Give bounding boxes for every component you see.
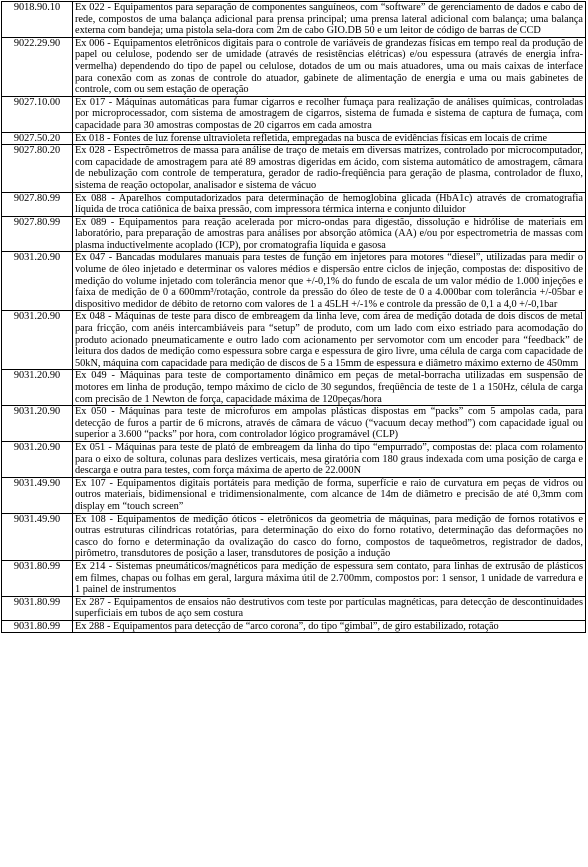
ncm-code-cell: 9031.80.99	[2, 620, 73, 633]
table-row	[2, 370, 586, 406]
table-row	[2, 513, 586, 560]
ncm-code-cell: 9027.80.20	[2, 145, 73, 192]
ex-description-cell: Ex 018 - Fontes de luz forense ultravioleta refletida, empregadas na busca de evidências físicas em locais de crime	[73, 132, 586, 145]
ex-description-cell: Ex 047 - Bancadas modulares manuais para testes de função em injetores para motores “diesel”, utilizadas para medir o volume de óleo injetado e determinar os valores médios e dispersão entre ciclos de injeção, compostas de: dispositivo de medição do volume injetado com tolerância menor que +/-0,1% do fundo de escala de um valor médio de 1.000 injeções e faixa de medição de 0 a 600mm³/rotação, controle da pressão do óleo de teste de 0 a 4.000bar com tolerância +/-05bar e dispositivo medidor de débito de retorno com valores de 1 a 45LH +/-1% e controle da pressão de 0,1 a 4,0 +/-0,1bar	[73, 252, 586, 311]
ex-description-cell: Ex 006 - Equipamentos eletrônicos digitais para o controle de variáveis de grandezas físicas em tempo real da produção de papel ou celulose, podendo ser de umidade (através de resistências elétricas) e/ou espessura (através de energia infra-vermelha) dependendo do tipo de papel ou celulose, dotados de um ou mais atuadores, uma ou mais caixas de interface para conexão com as zonas de controle do atuador, gabinete de alimentação de energia e uma ou mais gabinetes de controle, com ou sem estação de operação	[73, 37, 586, 96]
table-body	[2, 2, 586, 633]
ex-description-cell: Ex 088 - Aparelhos computadorizados para determinação de hemoglobina glicada (HbA1c) através de cromatografia líquida de troca catiônica de baixa pressão, com impressora térmica interna e conjunto diluidor	[73, 192, 586, 216]
ex-description-cell: Ex 017 - Máquinas automáticas para fumar cigarros e recolher fumaça para realização de análises químicas, controladas por microprocessador, com sistema de amostragem de cigarros, sistema de fumada e sistema de captura de fumaça, com capacidade para 30 amostras compostas de 20 cigarros em cada amostra	[73, 96, 586, 132]
ncm-code-cell: 9027.80.99	[2, 216, 73, 252]
table-row	[2, 620, 586, 633]
ncm-code-cell: 9031.20.90	[2, 406, 73, 442]
table-row	[2, 132, 586, 145]
ncm-code-cell: 9031.80.99	[2, 596, 73, 620]
table-row	[2, 252, 586, 311]
ncm-code-cell: 9027.80.99	[2, 192, 73, 216]
table-row	[2, 145, 586, 192]
ex-description-cell: Ex 107 - Equipamentos digitais portáteis para medição de forma, superfície e raio de curvatura em peças de vidros ou outros materiais, bidimensional e tridimensionalmente, com alcance de 14m de diâmetro e precisão de até 0,3mm com display em “touch screen”	[73, 477, 586, 513]
table-row	[2, 216, 586, 252]
ncm-table	[1, 1, 586, 633]
table-row	[2, 192, 586, 216]
table-row	[2, 560, 586, 596]
ncm-code-cell: 9031.20.90	[2, 252, 73, 311]
ex-description-cell: Ex 049 - Máquinas para teste de comportamento dinâmico em peças de metal-borracha utilizadas em suspensão de motores em linha de produção, tempo máximo de ciclo de 30 segundos, freqüência de teste de 1 a 150Hz, célula de carga com precisão de 1 Newton de força, capacidade máxima de 120peças/hora	[73, 370, 586, 406]
ncm-code-cell: 9031.20.90	[2, 311, 73, 370]
ex-description-cell: Ex 214 - Sistemas pneumáticos/magnéticos para medição de espessura sem contato, para linhas de extrusão de plásticos em filmes, chapas ou folhas em geral, largura máxima útil de 2.700mm, compostos por: 1 sensor, 1 unidade de varredura e 1 painel de instrumentos	[73, 560, 586, 596]
ncm-code-cell: 9031.49.90	[2, 513, 73, 560]
ex-description-cell: Ex 051 - Máquinas para teste de plató de embreagem da linha do tipo “empurrado”, compostas de: placa com rolamento para o eixo de soltura, colunas para deslizes verticais, mesa giratória com 180 graus indexada com uma posição de carga e descarga e outra para testes, com força máxima de aperto de 22.000N	[73, 441, 586, 477]
ex-description-cell: Ex 022 - Equipamentos para separação de componentes sanguíneos, com “software” de gerenciamento de dados e cabo de rede, compostos de uma balança adicional para prensa principal; uma prensa lateral adicional com balança; uma balança externa com bandeja; uma pistola sela-dora com 2m de cabo GIO.DB 50 e um leitor de código de barras de CCD	[73, 2, 586, 38]
table-row	[2, 311, 586, 370]
ncm-code-cell: 9031.49.90	[2, 477, 73, 513]
ex-description-cell: Ex 050 - Máquinas para teste de microfuros em ampolas plásticas dispostas em “packs” com 5 ampolas cada, para detecção de furos a partir de 6 mícrons, através de câmara de vácuo (“vacuum decay method”) com capacidade igual ou superior a 3.600 “packs” por hora, com controlador lógico programável (CLP)	[73, 406, 586, 442]
ncm-code-cell: 9031.20.90	[2, 441, 73, 477]
ncm-code-cell: 9022.29.90	[2, 37, 73, 96]
ex-description-cell: Ex 089 - Equipamentos para reação acelerada por micro-ondas para digestão, dissolução e hidrólise de materiais em laboratório, para preparação de amostras para análises por absorção atômica (AA) e/ou por espectrometria de massas com plasma inductivelmente acoplado (ICP), por cromatografia líquida e gasosa	[73, 216, 586, 252]
table-row	[2, 406, 586, 442]
ncm-code-cell: 9027.50.20	[2, 132, 73, 145]
ncm-code-cell: 9031.80.99	[2, 560, 73, 596]
ex-description-cell: Ex 028 - Espectrômetros de massa para análise de traço de metais em diversas matrizes, controlado por microcomputador, com capacidade de amostragem para até 89 amostras digeridas em ácido, com sistema automático de amostragem, câmara de nebulização com controle de temperatura, gerador de radio-freqüência para geração de plasma, controlador de fluxo, sistema de reação octopolar, analisador e sistema de vácuo	[73, 145, 586, 192]
table-row	[2, 441, 586, 477]
ncm-code-cell: 9018.90.10	[2, 2, 73, 38]
ncm-code-cell: 9027.10.00	[2, 96, 73, 132]
table-row	[2, 2, 586, 38]
ex-description-cell: Ex 288 - Equipamentos para detecção de “arco corona”, do tipo “gimbal”, de giro estabilizado, rotação	[73, 620, 586, 633]
ex-description-cell: Ex 048 - Máquinas de teste para disco de embreagem da linha leve, com área de medição dotada de dois discos de metal para fricção, com anéis intercambiáveis para “setup” de produto, com um lado com eixo estriado para acomodação do produto acionado pneumaticamente e outro lado com acionamento per servomotor com um encoder para “feedback” de leitura dos dados de medição como espessura sobre carga e espessura de giro livre, uma célula de carga com capacidade de 50kN, máquina com capacidade para medição de discos de 5 a 15mm de espessura e diâmetro máximo externo de 450mm	[73, 311, 586, 370]
ex-description-cell: Ex 108 - Equipamentos de medição óticos - eletrônicos da geometria de máquinas, para medição de fornos rotativos e outras estruturas cilíndricas rotatórias, para determinação do eixo do forno rotativo, determinação das deformações no casco do forno e determinação da ovalização do casco do forno, compostos de taqueômetros, registrador de dados, pirômetro, transdutores de posição a laser, transdutores de posição a indução	[73, 513, 586, 560]
table-row	[2, 477, 586, 513]
table-row	[2, 96, 586, 132]
table-row	[2, 37, 586, 96]
ncm-code-cell: 9031.20.90	[2, 370, 73, 406]
table-row	[2, 596, 586, 620]
ex-description-cell: Ex 287 - Equipamentos de ensaios não destrutivos com teste por partículas magnéticas, para detecção de descontinuidades superficiais em tubos de aço sem costura	[73, 596, 586, 620]
